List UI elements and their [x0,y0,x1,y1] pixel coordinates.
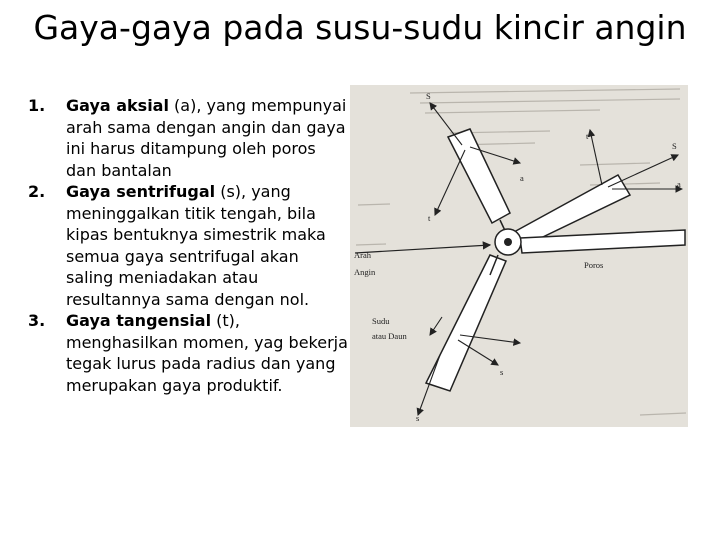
list-text: (t), menghasilkan momen, yag bekerja tegak lurus pada radius dan yang merupakan gaya produktif. [66,311,348,395]
list-item [28,310,350,396]
label-a-right: a [677,179,681,189]
list-number: 1. [28,96,46,115]
list-term: Gaya aksial [66,96,169,115]
label-s-right: S [672,141,677,151]
label-s-top: S [426,91,431,101]
label-a-lower: a [514,336,518,346]
label-s-bottom: s [416,413,420,423]
force-list-container [28,95,350,396]
windmill-force-diagram [350,85,688,427]
list-text: (s), yang meninggalkan titik tengah, bila kipas bentuknya simestrik maka semua gaya sentrifugal akan saling meniadakan atau resultannya sama dengan nol. [66,182,326,309]
label-a-upper: a [520,173,524,183]
windmill-diagram-svg [350,85,688,427]
slide-title: Gaya-gaya pada susu-sudu kincir angin [33,8,687,47]
label-arah: Arah [354,250,371,260]
list-number: 3. [28,311,46,330]
label-atau-daun: atau Daun [372,331,407,341]
label-t-left: t [428,213,431,223]
label-angin: Angin [354,267,376,277]
scan-background-texture [356,89,686,415]
list-number: 2. [28,182,46,201]
label-s-lower: s [500,367,504,377]
list-item [28,181,350,310]
list-text: (a), yang mempunyai arah sama dengan angin dan gaya ini harus ditampung oleh poros dan bantalan [66,96,347,180]
list-term: Gaya sentrifugal [66,182,216,201]
wind-direction-arrow [355,245,490,253]
label-sudu: Sudu [372,316,390,326]
label-t-top: t [586,131,589,141]
list-item [28,95,350,181]
label-poros: Poros [584,260,604,270]
list-term: Gaya tangensial [66,311,212,330]
blade-upper [448,129,510,223]
force-list [28,95,350,396]
